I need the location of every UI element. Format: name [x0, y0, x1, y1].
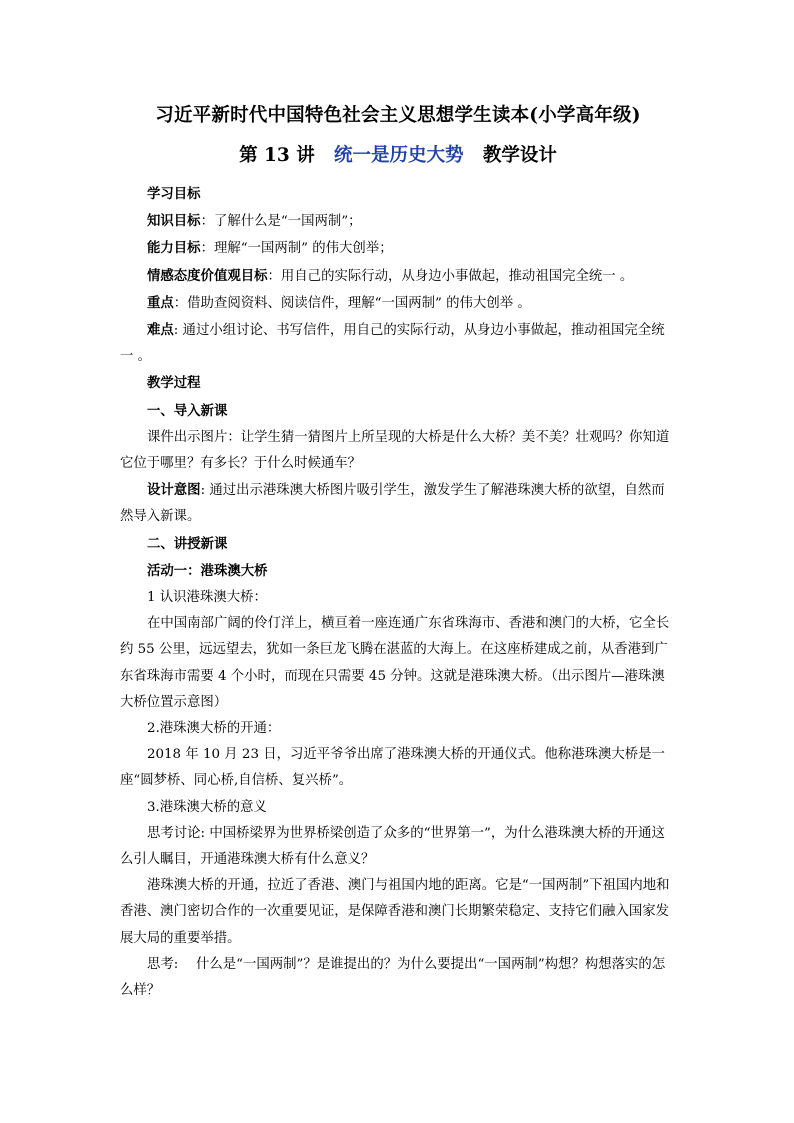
item1-title: 1 认识港珠澳大桥： [147, 590, 267, 606]
lesson-subtitle [120, 143, 676, 169]
process-heading: 教学过程 [147, 375, 201, 392]
document-body [120, 103, 676, 1004]
item2-paragraph: 2018 年 10 月 23 日，习近平爷爷出席了港珠澳大桥的开通仪式。他称港珠澳大桥是一座“圆梦桥、同心桥,自信桥、复兴桥”。 [120, 747, 665, 789]
difficult-point: 难点: 通过小组讨论、书写信件，用自己的实际行动，从身边小事做起，推动祖国完全统一 。 [120, 322, 665, 365]
subtitle-suffix: 教学设计 [482, 145, 557, 166]
think-paragraph: 思考: 什么是“一国两制”？是谁提出的？为什么要提出“一国两制”构想？构想落实的怎么样？ [120, 956, 666, 999]
emotion-goal: 情感态度价值观目标：用自己的实际行动，从身边小事做起，推动祖国完全统一 。 [147, 267, 634, 284]
item1-paragraph: 在中国南部广阔的伶仃洋上，横亘着一座连通广东省珠海市、香港和澳门的大桥，它全长约 55 公里，远远望去，犹如一条巨龙飞腾在湛蓝的大海上。在这座桥建成之前，从香港到广东省珠海市需要 4 个小时，而现在只需要 45 分钟。这就是港珠澳大桥。（出示图片—港珠澳大桥位置示意图） [120, 616, 670, 710]
knowledge-goal: 知识目标：了解什么是“一国两制”； [147, 213, 362, 230]
section2-heading: 二、讲授新课 [147, 535, 228, 552]
design-intent: 设计意图: 通过出示港珠澳大桥图片吸引学生，激发学生了解港珠澳大桥的欲望，自然而然导入新课。 [120, 482, 665, 525]
lesson-topic: 统一是历史大势 [334, 145, 464, 166]
section1-heading: 一、导入新课 [147, 402, 228, 419]
document-title: 习近平新时代中国特色社会主义思想学生读本(小学高年级) [155, 105, 641, 126]
item2-title: 2.港珠澳大桥的开通： [147, 721, 281, 737]
goals-heading: 学习目标 [147, 186, 201, 202]
courseware-paragraph: 课件出示图片：让学生猜一猜图片上所呈现的大桥是什么大桥？美不美？壮观吗？你知道它位于哪里？有多长？于什么时候通车？ [120, 429, 670, 472]
ability-goal: 能力目标：理解“一国两制” 的伟大创举； [147, 240, 393, 257]
lecture-number: 第 13 讲 [239, 145, 315, 166]
item3-title: 3.港珠澳大桥的意义 [147, 799, 267, 815]
key-point: 重点：借助查阅资料、阅读信件，理解“一国两制” 的伟大创举 。 [147, 294, 531, 311]
discussion-paragraph: 思考讨论: 中国桥梁界为世界桥梁创造了众多的“世界第一”，为什么港珠澳大桥的开通这么引人瞩目，开通港珠澳大桥有什么意义？ [120, 825, 665, 868]
activity-heading: 活动一：港珠澳大桥 [147, 562, 268, 579]
answer-paragraph: 港珠澳大桥的开通，拉近了香港、澳门与祖国内地的距离。它是“一国两制”下祖国内地和香港、澳门密切合作的一次重要见证，是保障香港和澳门长期繁荣稳定、支持它们融入国家发展大局的重要举措。 [120, 878, 670, 946]
